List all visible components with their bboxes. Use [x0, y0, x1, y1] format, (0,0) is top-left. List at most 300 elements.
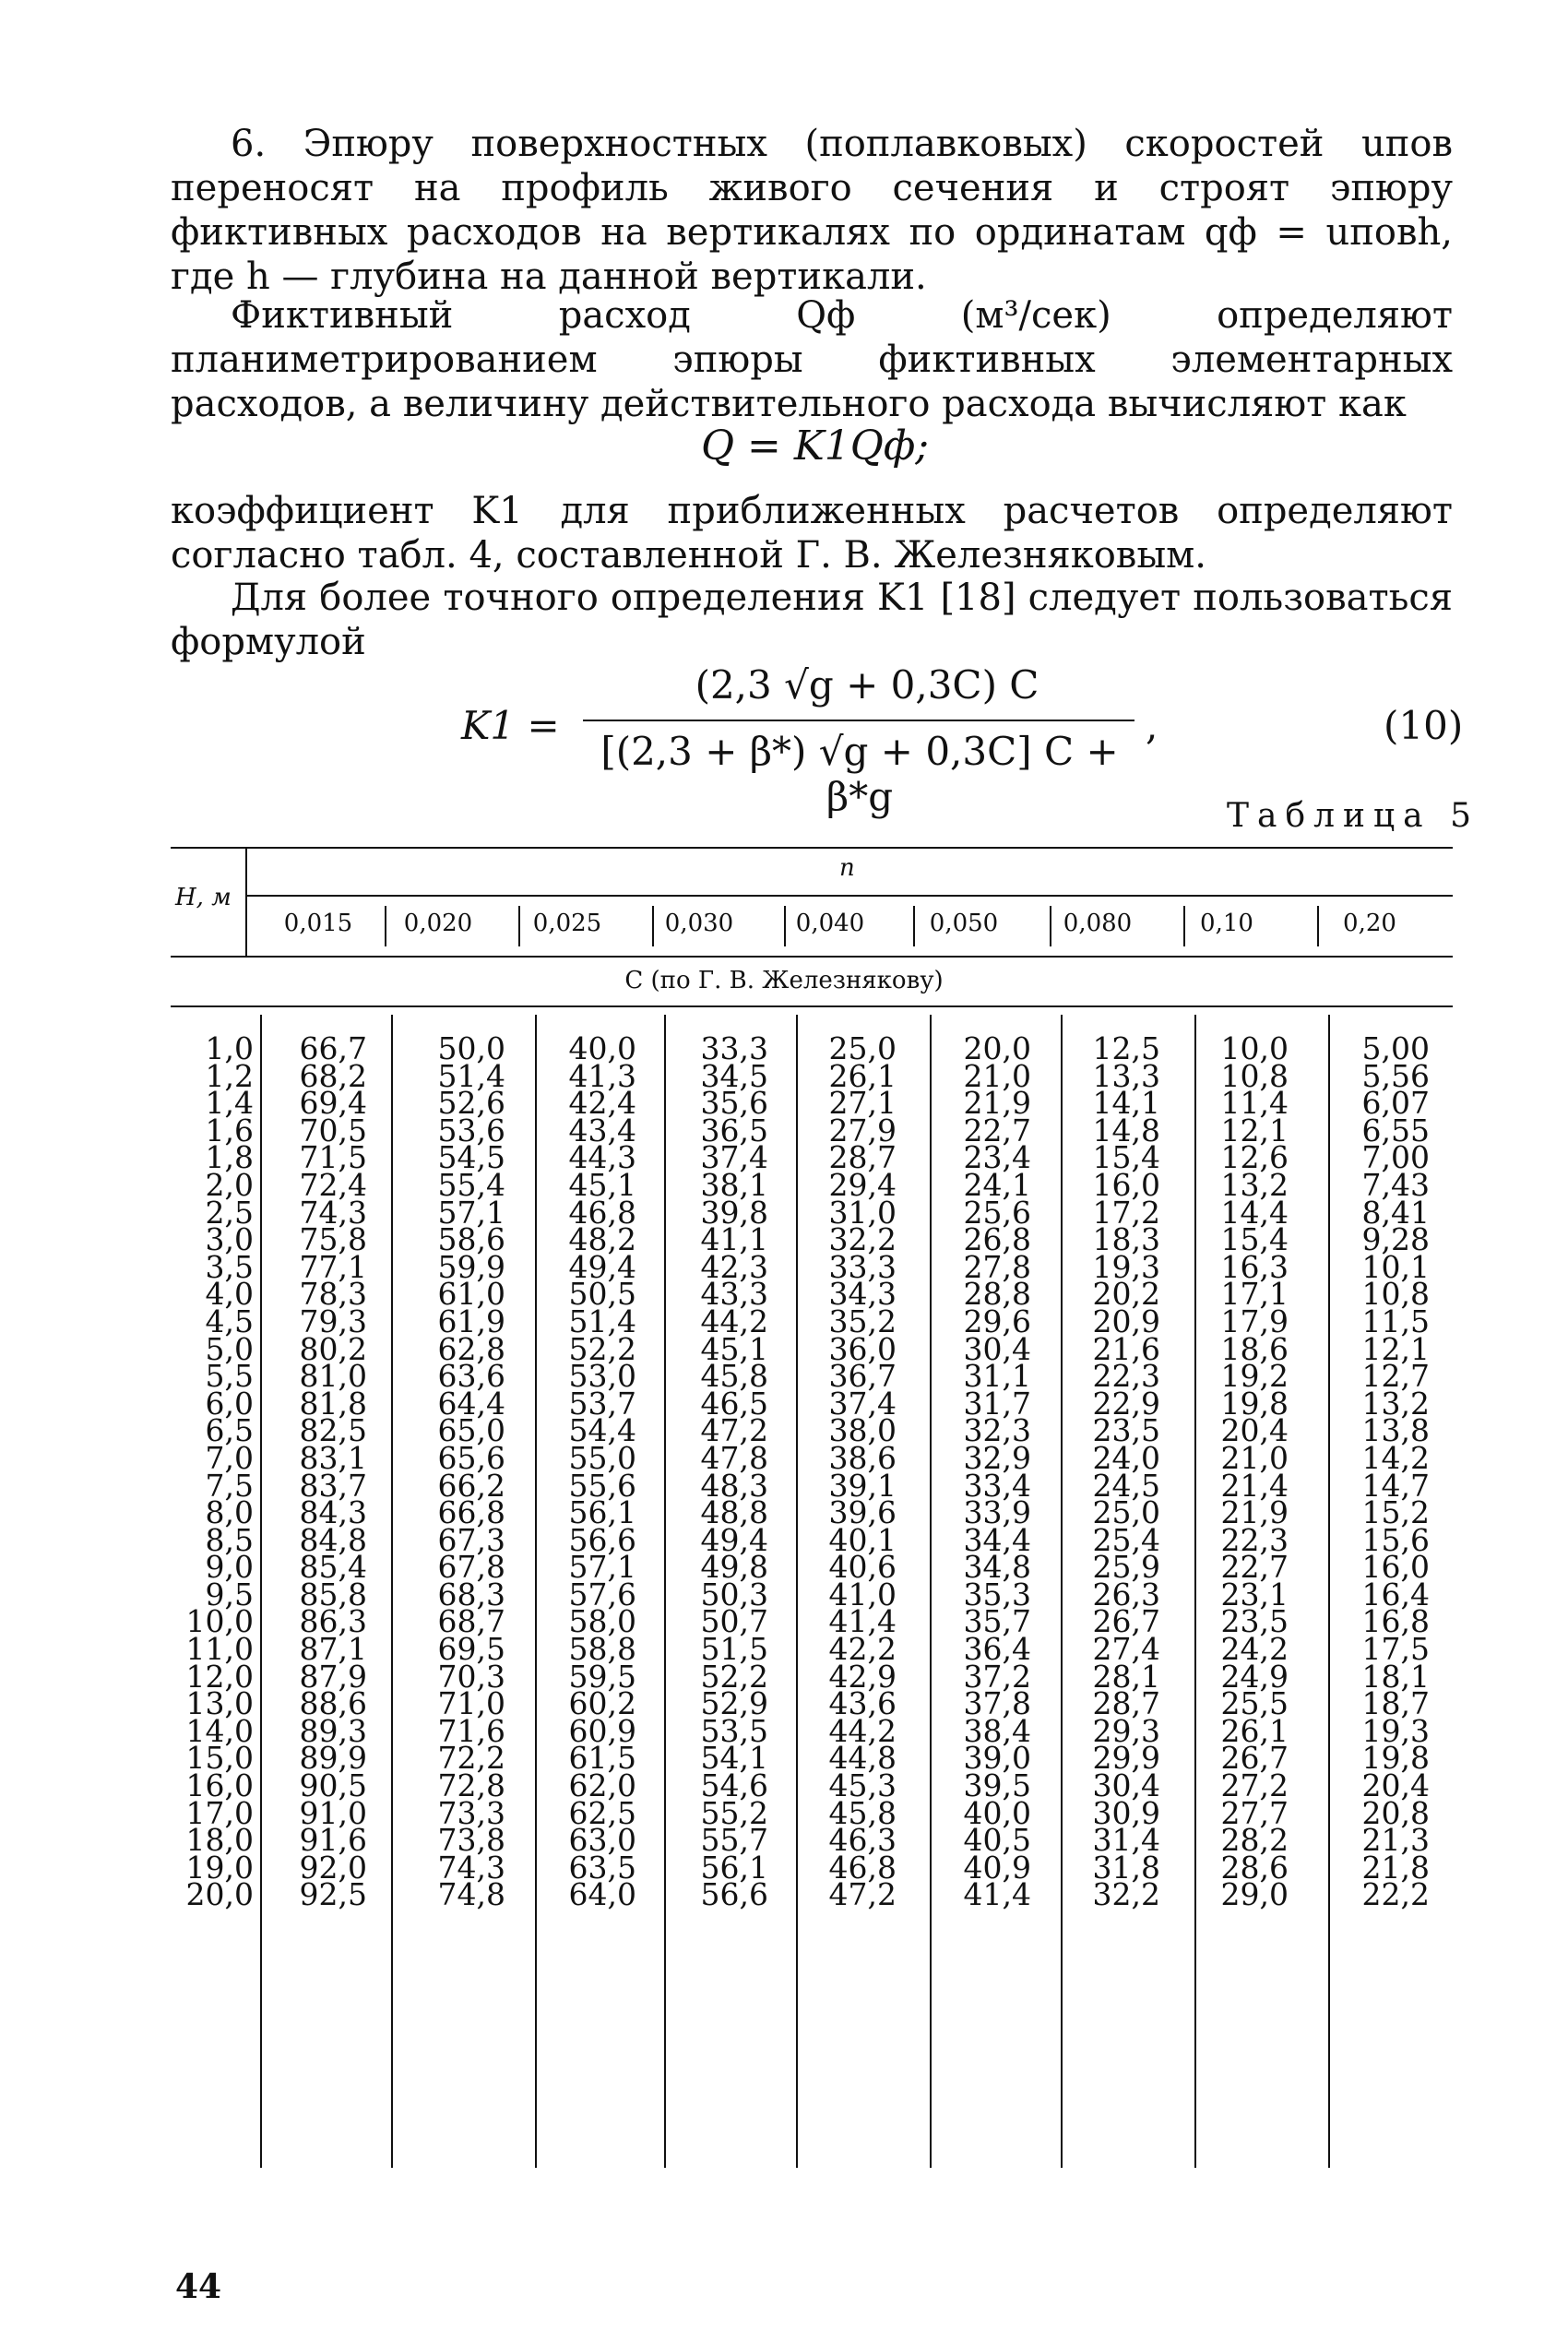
c-value-cell: 74,3 [299, 1194, 367, 1231]
c-value-cell: 28,6 [1220, 1849, 1289, 1886]
header-divider [1050, 906, 1051, 946]
c-value-cell: 21,8 [1361, 1849, 1430, 1886]
c-value-cell: 39,1 [828, 1467, 897, 1504]
formula-q: Q = K1Qф; [701, 422, 930, 470]
c-value-cell: 60,9 [568, 1712, 636, 1749]
h-column [171, 1030, 254, 1913]
n-header-cell: 0,20 [1343, 910, 1396, 937]
c-value-cell: 56,1 [700, 1849, 768, 1886]
c-value-cell: 43,4 [568, 1112, 636, 1148]
c-value-cell: 27,2 [1220, 1767, 1289, 1804]
c-value-cell: 24,9 [1220, 1658, 1289, 1695]
c-value-cell: 59,5 [568, 1658, 636, 1695]
c-value-cell: 38,6 [828, 1439, 897, 1476]
c-value-cell: 53,6 [437, 1112, 505, 1148]
c-value-cell: 20,0 [963, 1030, 1031, 1066]
c-value-cell: 16,4 [1361, 1576, 1430, 1612]
c-value-cell: 46,8 [568, 1194, 636, 1231]
c-value-cell: 53,5 [700, 1712, 768, 1749]
c-value-cell: 13,2 [1220, 1166, 1289, 1203]
c-value-cell: 22,3 [1220, 1521, 1289, 1558]
c-value-cell: 59,9 [437, 1248, 505, 1285]
c-value-cell: 25,0 [828, 1030, 897, 1066]
h-value-cell: 6,0 [205, 1385, 254, 1422]
c-column [413, 1030, 505, 1913]
h-value-cell: 3,5 [205, 1248, 254, 1285]
c-value-cell: 40,1 [828, 1521, 897, 1558]
c-value-cell: 27,8 [963, 1248, 1031, 1285]
c-value-cell: 22,7 [1220, 1549, 1289, 1586]
c-value-cell: 10,8 [1361, 1276, 1430, 1313]
c-value-cell: 36,0 [828, 1330, 897, 1367]
c-value-cell: 26,8 [963, 1221, 1031, 1258]
c-value-cell: 32,2 [1092, 1876, 1160, 1913]
c-value-cell: 61,9 [437, 1303, 505, 1339]
c-value-cell: 13,3 [1092, 1057, 1160, 1094]
c-value-cell: 52,2 [568, 1330, 636, 1367]
c-value-cell: 21,3 [1361, 1822, 1430, 1859]
c-value-cell: 31,4 [1092, 1822, 1160, 1859]
c-value-cell: 39,6 [828, 1494, 897, 1531]
c-value-cell: 79,3 [299, 1303, 367, 1339]
c-value-cell: 43,6 [828, 1685, 897, 1722]
c-value-cell: 15,4 [1092, 1139, 1160, 1176]
c-value-cell: 47,2 [700, 1412, 768, 1449]
c-value-cell: 38,1 [700, 1166, 768, 1203]
table-row-header: H, м [175, 884, 232, 911]
c-value-cell: 70,5 [299, 1112, 367, 1148]
c-value-cell: 74,8 [437, 1876, 505, 1913]
c-value-cell: 53,0 [568, 1358, 636, 1395]
h-value-cell: 5,5 [205, 1358, 254, 1395]
h-value-cell: 9,0 [205, 1549, 254, 1586]
c-value-cell: 12,1 [1220, 1112, 1289, 1148]
c-value-cell: 30,4 [963, 1330, 1031, 1367]
c-value-cell: 72,8 [437, 1767, 505, 1804]
column-divider [535, 1015, 537, 2168]
c-value-cell: 54,6 [700, 1767, 768, 1804]
c-value-cell: 14,2 [1361, 1439, 1430, 1476]
c-value-cell: 55,4 [437, 1166, 505, 1203]
c-value-cell: 71,6 [437, 1712, 505, 1749]
c-value-cell: 38,4 [963, 1712, 1031, 1749]
c-value-cell: 92,0 [299, 1849, 367, 1886]
c-value-cell: 35,2 [828, 1303, 897, 1339]
c-value-cell: 61,0 [437, 1276, 505, 1313]
c-value-cell: 23,5 [1220, 1603, 1289, 1640]
n-header-cell: 0,040 [795, 910, 865, 937]
c-value-cell: 49,8 [700, 1549, 768, 1586]
c-value-cell: 19,3 [1361, 1712, 1430, 1749]
c-value-cell: 31,0 [828, 1194, 897, 1231]
c-value-cell: 16,3 [1220, 1248, 1289, 1285]
c-value-cell: 30,9 [1092, 1794, 1160, 1831]
h-value-cell: 14,0 [185, 1712, 254, 1749]
c-value-cell: 36,5 [700, 1112, 768, 1148]
h-value-cell: 6,5 [205, 1412, 254, 1449]
table-n-rule [247, 895, 1453, 897]
c-value-cell: 18,3 [1092, 1221, 1160, 1258]
c-value-cell: 48,2 [568, 1221, 636, 1258]
c-value-cell: 28,1 [1092, 1658, 1160, 1695]
c-value-cell: 35,6 [700, 1085, 768, 1122]
c-value-cell: 23,1 [1220, 1576, 1289, 1612]
c-value-cell: 29,0 [1220, 1876, 1289, 1913]
c-value-cell: 77,1 [299, 1248, 367, 1285]
c-value-cell: 35,7 [963, 1603, 1031, 1640]
c-value-cell: 40,0 [568, 1030, 636, 1066]
h-value-cell: 1,0 [205, 1030, 254, 1066]
c-value-cell: 12,6 [1220, 1139, 1289, 1176]
c-value-cell: 34,3 [828, 1276, 897, 1313]
c-value-cell: 19,2 [1220, 1358, 1289, 1395]
c-value-cell: 33,9 [963, 1494, 1031, 1531]
table-hcol-divider [245, 847, 247, 956]
paragraph-1 [171, 122, 1453, 299]
c-value-cell: 65,0 [437, 1412, 505, 1449]
header-divider [784, 906, 786, 946]
c-value-cell: 54,1 [700, 1740, 768, 1777]
c-value-cell: 17,5 [1361, 1631, 1430, 1668]
formula-numerator: (2,3 √g + 0,3C) C [695, 662, 1039, 708]
c-value-cell: 6,55 [1361, 1112, 1430, 1148]
h-value-cell: 20,0 [185, 1876, 254, 1913]
c-value-cell: 42,4 [568, 1085, 636, 1122]
c-value-cell: 57,1 [568, 1549, 636, 1586]
c-value-cell: 37,8 [963, 1685, 1031, 1722]
c-value-cell: 22,7 [963, 1112, 1031, 1148]
c-value-cell: 40,5 [963, 1822, 1031, 1859]
h-value-cell: 16,0 [185, 1767, 254, 1804]
c-value-cell: 70,3 [437, 1658, 505, 1695]
c-value-cell: 55,7 [700, 1822, 768, 1859]
c-value-cell: 21,4 [1220, 1467, 1289, 1504]
c-value-cell: 40,0 [963, 1794, 1031, 1831]
c-value-cell: 19,3 [1092, 1248, 1160, 1285]
c-column [676, 1030, 768, 1913]
h-value-cell: 19,0 [185, 1849, 254, 1886]
c-value-cell: 74,3 [437, 1849, 505, 1886]
c-value-cell: 32,9 [963, 1439, 1031, 1476]
c-value-cell: 21,0 [963, 1057, 1031, 1094]
c-value-cell: 39,5 [963, 1767, 1031, 1804]
c-value-cell: 10,1 [1361, 1248, 1430, 1285]
c-value-cell: 32,3 [963, 1412, 1031, 1449]
c-value-cell: 31,1 [963, 1358, 1031, 1395]
c-value-cell: 50,3 [700, 1576, 768, 1612]
c-value-cell: 18,1 [1361, 1658, 1430, 1695]
c-value-cell: 63,5 [568, 1849, 636, 1886]
formula-k1 [461, 662, 1181, 819]
c-value-cell: 47,2 [828, 1876, 897, 1913]
n-header-cell: 0,020 [403, 910, 473, 937]
c-value-cell: 57,6 [568, 1576, 636, 1612]
c-value-cell: 5,00 [1361, 1030, 1430, 1066]
c-value-cell: 21,0 [1220, 1439, 1289, 1476]
c-value-cell: 20,4 [1220, 1412, 1289, 1449]
c-value-cell: 48,3 [700, 1467, 768, 1504]
h-value-cell: 8,5 [205, 1521, 254, 1558]
h-value-cell: 1,8 [205, 1139, 254, 1176]
c-value-cell: 48,8 [700, 1494, 768, 1531]
c-value-cell: 45,8 [828, 1794, 897, 1831]
c-value-cell: 40,9 [963, 1849, 1031, 1886]
h-value-cell: 4,0 [205, 1276, 254, 1313]
c-value-cell: 42,9 [828, 1658, 897, 1695]
h-value-cell: 2,0 [205, 1166, 254, 1203]
c-value-cell: 22,3 [1092, 1358, 1160, 1395]
c-value-cell: 60,2 [568, 1685, 636, 1722]
c-value-cell: 25,4 [1092, 1521, 1160, 1558]
c-value-cell: 28,2 [1220, 1822, 1289, 1859]
c-value-cell: 33,4 [963, 1467, 1031, 1504]
page-number: 44 [175, 2267, 222, 2306]
c-value-cell: 12,1 [1361, 1330, 1430, 1367]
h-value-cell: 2,5 [205, 1194, 254, 1231]
c-value-cell: 73,3 [437, 1794, 505, 1831]
c-value-cell: 12,5 [1092, 1030, 1160, 1066]
c-value-cell: 52,6 [437, 1085, 505, 1122]
paragraph-2-text: Фиктивный расход Qф (м³/сек) определяют планиметрированием эпюры фиктивных элементарных расходов, а величину действительного расхода вычисляют как [171, 294, 1453, 425]
c-value-cell: 43,3 [700, 1276, 768, 1313]
c-value-cell: 56,6 [700, 1876, 768, 1913]
c-value-cell: 36,4 [963, 1631, 1031, 1668]
table-top-rule [171, 847, 1453, 849]
c-value-cell: 8,41 [1361, 1194, 1430, 1231]
c-value-cell: 66,2 [437, 1467, 505, 1504]
paragraph-4 [171, 576, 1453, 664]
c-value-cell: 14,7 [1361, 1467, 1430, 1504]
c-column [1196, 1030, 1289, 1913]
h-value-cell: 9,5 [205, 1576, 254, 1612]
c-value-cell: 12,7 [1361, 1358, 1430, 1395]
c-value-cell: 10,0 [1220, 1030, 1289, 1066]
c-value-cell: 21,9 [1220, 1494, 1289, 1531]
c-value-cell: 44,8 [828, 1740, 897, 1777]
c-value-cell: 63,6 [437, 1358, 505, 1395]
c-value-cell: 81,0 [299, 1358, 367, 1395]
n-header-cell: 0,025 [532, 910, 602, 937]
c-value-cell: 41,1 [700, 1221, 768, 1258]
c-value-cell: 26,3 [1092, 1576, 1160, 1612]
c-value-cell: 24,2 [1220, 1631, 1289, 1668]
column-divider [664, 1015, 666, 2168]
c-value-cell: 44,2 [828, 1712, 897, 1749]
column-divider [796, 1015, 798, 2168]
h-value-cell: 7,5 [205, 1467, 254, 1504]
c-value-cell: 88,6 [299, 1685, 367, 1722]
c-value-cell: 52,2 [700, 1658, 768, 1695]
c-value-cell: 85,4 [299, 1549, 367, 1586]
c-value-cell: 63,0 [568, 1822, 636, 1859]
c-value-cell: 23,4 [963, 1139, 1031, 1176]
c-value-cell: 66,7 [299, 1030, 367, 1066]
c-value-cell: 44,3 [568, 1139, 636, 1176]
c-value-cell: 19,8 [1361, 1740, 1430, 1777]
c-value-cell: 13,2 [1361, 1385, 1430, 1422]
c-value-cell: 72,2 [437, 1740, 505, 1777]
c-value-cell: 25,6 [963, 1194, 1031, 1231]
table-title: Таблица 5 [1227, 797, 1479, 835]
table-group-header: n [839, 854, 855, 882]
c-value-cell: 64,0 [568, 1876, 636, 1913]
c-value-cell: 73,8 [437, 1822, 505, 1859]
c-value-cell: 41,3 [568, 1057, 636, 1094]
c-value-cell: 41,4 [963, 1876, 1031, 1913]
c-value-cell: 71,5 [299, 1139, 367, 1176]
c-value-cell: 14,4 [1220, 1194, 1289, 1231]
n-header-cell: 0,030 [664, 910, 734, 937]
header-divider [518, 906, 520, 946]
c-value-cell: 26,7 [1092, 1603, 1160, 1640]
n-header-cell: 0,10 [1200, 910, 1253, 937]
c-value-cell: 7,43 [1361, 1166, 1430, 1203]
c-value-cell: 11,5 [1361, 1303, 1430, 1339]
c-value-cell: 72,4 [299, 1166, 367, 1203]
formula-comma: , [1146, 703, 1158, 748]
column-divider [930, 1015, 932, 2168]
c-value-cell: 84,8 [299, 1521, 367, 1558]
h-value-cell: 13,0 [185, 1685, 254, 1722]
c-value-cell: 71,0 [437, 1685, 505, 1722]
h-value-cell: 1,4 [205, 1085, 254, 1122]
c-value-cell: 52,9 [700, 1685, 768, 1722]
c-value-cell: 91,6 [299, 1822, 367, 1859]
c-value-cell: 41,4 [828, 1603, 897, 1640]
c-value-cell: 27,1 [828, 1085, 897, 1122]
c-value-cell: 28,8 [963, 1276, 1031, 1313]
c-value-cell: 45,1 [568, 1166, 636, 1203]
c-value-cell: 25,0 [1092, 1494, 1160, 1531]
header-divider [1317, 906, 1319, 946]
c-value-cell: 55,6 [568, 1467, 636, 1504]
c-value-cell: 31,7 [963, 1385, 1031, 1422]
c-value-cell: 46,3 [828, 1822, 897, 1859]
c-value-cell: 26,7 [1220, 1740, 1289, 1777]
c-column [1337, 1030, 1430, 1913]
c-value-cell: 7,00 [1361, 1139, 1430, 1176]
c-value-cell: 55,0 [568, 1439, 636, 1476]
c-value-cell: 20,2 [1092, 1276, 1160, 1313]
c-value-cell: 37,4 [700, 1139, 768, 1176]
c-value-cell: 61,5 [568, 1740, 636, 1777]
c-value-cell: 92,5 [299, 1876, 367, 1913]
c-value-cell: 47,8 [700, 1439, 768, 1476]
c-value-cell: 62,0 [568, 1767, 636, 1804]
c-value-cell: 68,2 [299, 1057, 367, 1094]
column-divider [1061, 1015, 1063, 2168]
c-value-cell: 28,7 [828, 1139, 897, 1176]
c-value-cell: 85,8 [299, 1576, 367, 1612]
c-value-cell: 62,8 [437, 1330, 505, 1367]
column-divider [1328, 1015, 1330, 2168]
c-value-cell: 39,0 [963, 1740, 1031, 1777]
c-value-cell: 24,0 [1092, 1439, 1160, 1476]
c-value-cell: 17,1 [1220, 1276, 1289, 1313]
c-value-cell: 25,9 [1092, 1549, 1160, 1586]
formula-denominator: [(2,3 + β*) √g + 0,3C] C + β*g [600, 729, 1119, 819]
c-value-cell: 24,5 [1092, 1467, 1160, 1504]
c-value-cell: 22,2 [1361, 1876, 1430, 1913]
c-value-cell: 16,8 [1361, 1603, 1430, 1640]
h-value-cell: 3,0 [205, 1221, 254, 1258]
c-value-cell: 56,1 [568, 1494, 636, 1531]
c-value-cell: 44,2 [700, 1303, 768, 1339]
column-divider [391, 1015, 393, 2168]
c-value-cell: 18,7 [1361, 1685, 1430, 1722]
c-value-cell: 45,3 [828, 1767, 897, 1804]
c-value-cell: 51,4 [568, 1303, 636, 1339]
c-value-cell: 23,5 [1092, 1412, 1160, 1449]
c-value-cell: 49,4 [568, 1248, 636, 1285]
c-value-cell: 18,6 [1220, 1330, 1289, 1367]
c-value-cell: 81,8 [299, 1385, 367, 1422]
c-value-cell: 20,4 [1361, 1767, 1430, 1804]
c-column [544, 1030, 636, 1913]
c-value-cell: 57,1 [437, 1194, 505, 1231]
c-value-cell: 51,4 [437, 1057, 505, 1094]
c-value-cell: 45,1 [700, 1330, 768, 1367]
c-column [939, 1030, 1031, 1913]
c-value-cell: 68,3 [437, 1576, 505, 1612]
c-value-cell: 62,5 [568, 1794, 636, 1831]
paragraph-1-text: 6. Эпюру поверхностных (поплавковых) скоростей uпов переносят на профиль живого сечения и строят эпюру фиктивных расходов на вертикалях по ординатам qф = uповh, где h — глубина на данной вертикали. [171, 123, 1453, 298]
c-value-cell: 67,8 [437, 1549, 505, 1586]
header-divider [385, 906, 386, 946]
c-value-cell: 16,0 [1361, 1549, 1430, 1586]
equation-number: (10) [1384, 703, 1464, 748]
c-value-cell: 29,9 [1092, 1740, 1160, 1777]
c-value-cell: 28,7 [1092, 1685, 1160, 1722]
c-value-cell: 67,3 [437, 1521, 505, 1558]
c-value-cell: 58,0 [568, 1603, 636, 1640]
n-header-cell: 0,050 [929, 910, 999, 937]
c-value-cell: 17,2 [1092, 1194, 1160, 1231]
h-value-cell: 7,0 [205, 1439, 254, 1476]
c-value-cell: 51,5 [700, 1631, 768, 1668]
c-value-cell: 82,5 [299, 1412, 367, 1449]
c-value-cell: 54,5 [437, 1139, 505, 1176]
c-value-cell: 27,9 [828, 1112, 897, 1148]
c-column [804, 1030, 897, 1913]
c-value-cell: 34,8 [963, 1549, 1031, 1586]
h-value-cell: 18,0 [185, 1822, 254, 1859]
header-divider [913, 906, 915, 946]
paragraph-3-text: коэффициент K1 для приближенных расчетов определяют согласно табл. 4, составленной Г. В. Железняковым. [171, 490, 1453, 577]
table-header-rule [171, 956, 1453, 958]
table-subheader: C (по Г. В. Железнякову) [624, 967, 944, 994]
c-value-cell: 37,4 [828, 1385, 897, 1422]
c-value-cell: 11,4 [1220, 1085, 1289, 1122]
c-value-cell: 80,2 [299, 1330, 367, 1367]
c-value-cell: 13,8 [1361, 1412, 1430, 1449]
c-value-cell: 45,8 [700, 1358, 768, 1395]
c-value-cell: 55,2 [700, 1794, 768, 1831]
c-value-cell: 9,28 [1361, 1221, 1430, 1258]
c-value-cell: 33,3 [828, 1248, 897, 1285]
c-value-cell: 90,5 [299, 1767, 367, 1804]
c-value-cell: 50,0 [437, 1030, 505, 1066]
c-value-cell: 15,6 [1361, 1521, 1430, 1558]
c-value-cell: 39,8 [700, 1194, 768, 1231]
h-value-cell: 1,2 [205, 1057, 254, 1094]
c-value-cell: 41,0 [828, 1576, 897, 1612]
c-value-cell: 69,4 [299, 1085, 367, 1122]
c-column [275, 1030, 367, 1913]
h-value-cell: 17,0 [185, 1794, 254, 1831]
c-value-cell: 10,8 [1220, 1057, 1289, 1094]
c-value-cell: 27,7 [1220, 1794, 1289, 1831]
